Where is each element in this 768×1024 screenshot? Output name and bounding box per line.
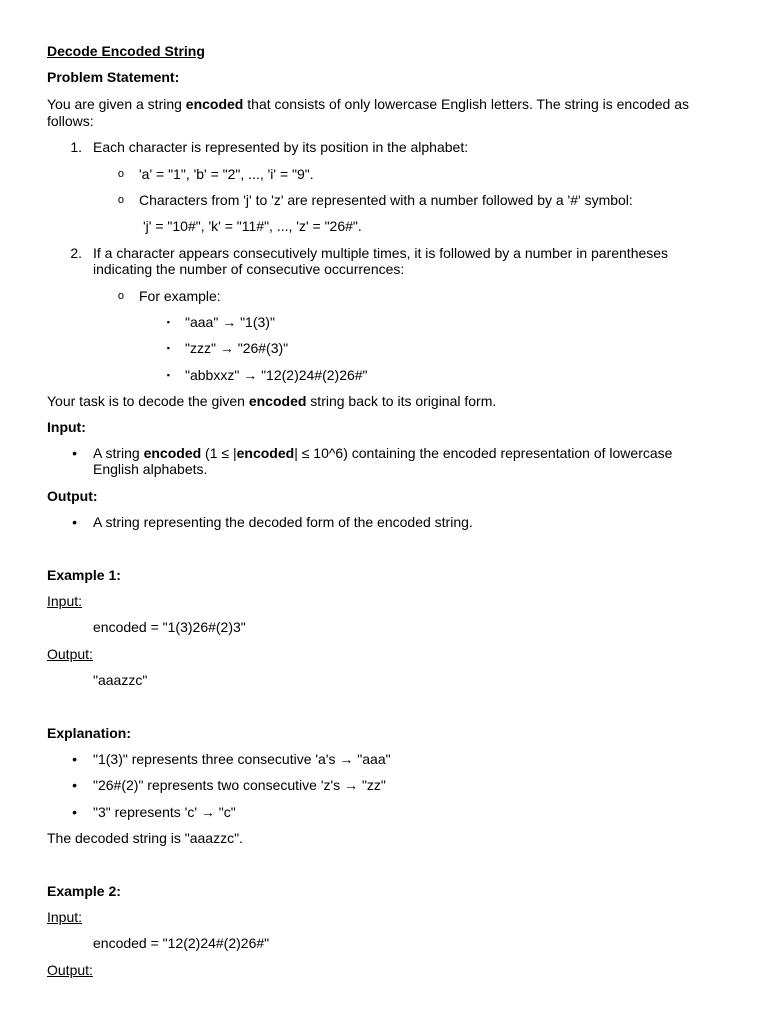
bullet-icon: • [72,751,77,767]
bullet-icon: • [72,777,77,793]
input-desc-line-1 [93,445,672,462]
bullet-icon: • [72,804,77,820]
input-desc-mid: (1 ≤ | [201,445,237,461]
rule-1-sub-2: Characters from 'j' to 'z' are represented with a number followed by a '#' symbol: [139,192,633,208]
example-1-heading: Example 1: [47,567,121,583]
explanation-heading: Explanation: [47,725,132,741]
input-desc-bold-2: encoded [236,445,295,461]
rule-1-sub-2-cont: 'j' = "10#", 'k' = "11#", ..., 'z' = "26#". [143,218,362,234]
rule-2-line-1: If a character appears consecutively multiple times, it is followed by a number in parentheses [93,245,669,261]
example-1-output-label: Output: [47,646,93,662]
task-line [47,393,496,410]
rule-2-number: 2. [70,245,82,261]
rule-2-line-2: indicating the number of consecutive occurrences: [93,261,405,277]
circle-bullet-icon: o [117,194,124,206]
output-desc: A string representing the decoded form of the encoded string. [93,514,473,530]
intro-bold-encoded: encoded [185,96,244,112]
example-2-heading: Example 2: [47,883,121,899]
example-1-input-value: encoded = "1(3)26#(2)3" [93,619,246,635]
output-heading: Output: [47,488,98,504]
rule-1-text: Each character is represented by its position in the alphabet: [93,139,469,155]
example-1-input-label: Input: [47,593,83,609]
bullet-icon: • [72,514,77,530]
bullet-icon: • [72,445,77,461]
document-title: Decode Encoded String [47,43,205,59]
input-desc-after: | ≤ 10^6) containing the encoded representation of lowercase [294,445,673,461]
rule-2-sub: For example: [139,288,221,304]
example-2-input-value: encoded = "12(2)24#(2)26#" [93,935,270,951]
task-text-before: Your task is to decode the given [47,393,249,409]
square-bullet-icon: ▪ [166,370,170,380]
rule-2-example-3: "abbxxz" → "12(2)24#(2)26#" [185,367,368,383]
explanation-item-3: "3" represents 'c' → "c" [93,804,236,820]
input-desc-bold-1: encoded [143,445,202,461]
rule-1-sub-1: 'a' = "1", 'b' = "2", ..., 'i' = "9". [139,166,314,182]
rule-1-number: 1. [70,139,82,155]
circle-bullet-icon: o [117,290,124,302]
example-1-output-value: "aaazzc" [93,672,148,688]
explanation-item-2: "26#(2)" represents two consecutive 'z's → "zz" [93,777,386,793]
example-2-input-label: Input: [47,909,83,925]
intro-text-before: You are given a string [47,96,186,112]
intro-line-2: follows: [47,113,94,129]
example-2-output-label: Output: [47,962,93,978]
intro-text-after: that consists of only lowercase English letters. The string is encoded as [243,96,690,112]
rule-2-example-1: "aaa" → "1(3)" [185,314,275,330]
problem-statement-heading: Problem Statement: [47,69,180,85]
explanation-item-1: "1(3)" represents three consecutive 'a's → "aaa" [93,751,391,767]
intro-line-1 [47,96,689,113]
circle-bullet-icon: o [117,168,124,180]
rule-2-example-2: "zzz" → "26#(3)" [185,340,289,356]
square-bullet-icon: ▪ [166,317,170,327]
input-desc-line-2: English alphabets. [93,461,208,477]
task-bold-encoded: encoded [248,393,307,409]
square-bullet-icon: ▪ [166,343,170,353]
task-text-after: string back to its original form. [306,393,497,409]
explanation-conclusion: The decoded string is "aaazzc". [47,830,243,846]
input-desc-before: A string [93,445,144,461]
input-heading: Input: [47,419,86,435]
